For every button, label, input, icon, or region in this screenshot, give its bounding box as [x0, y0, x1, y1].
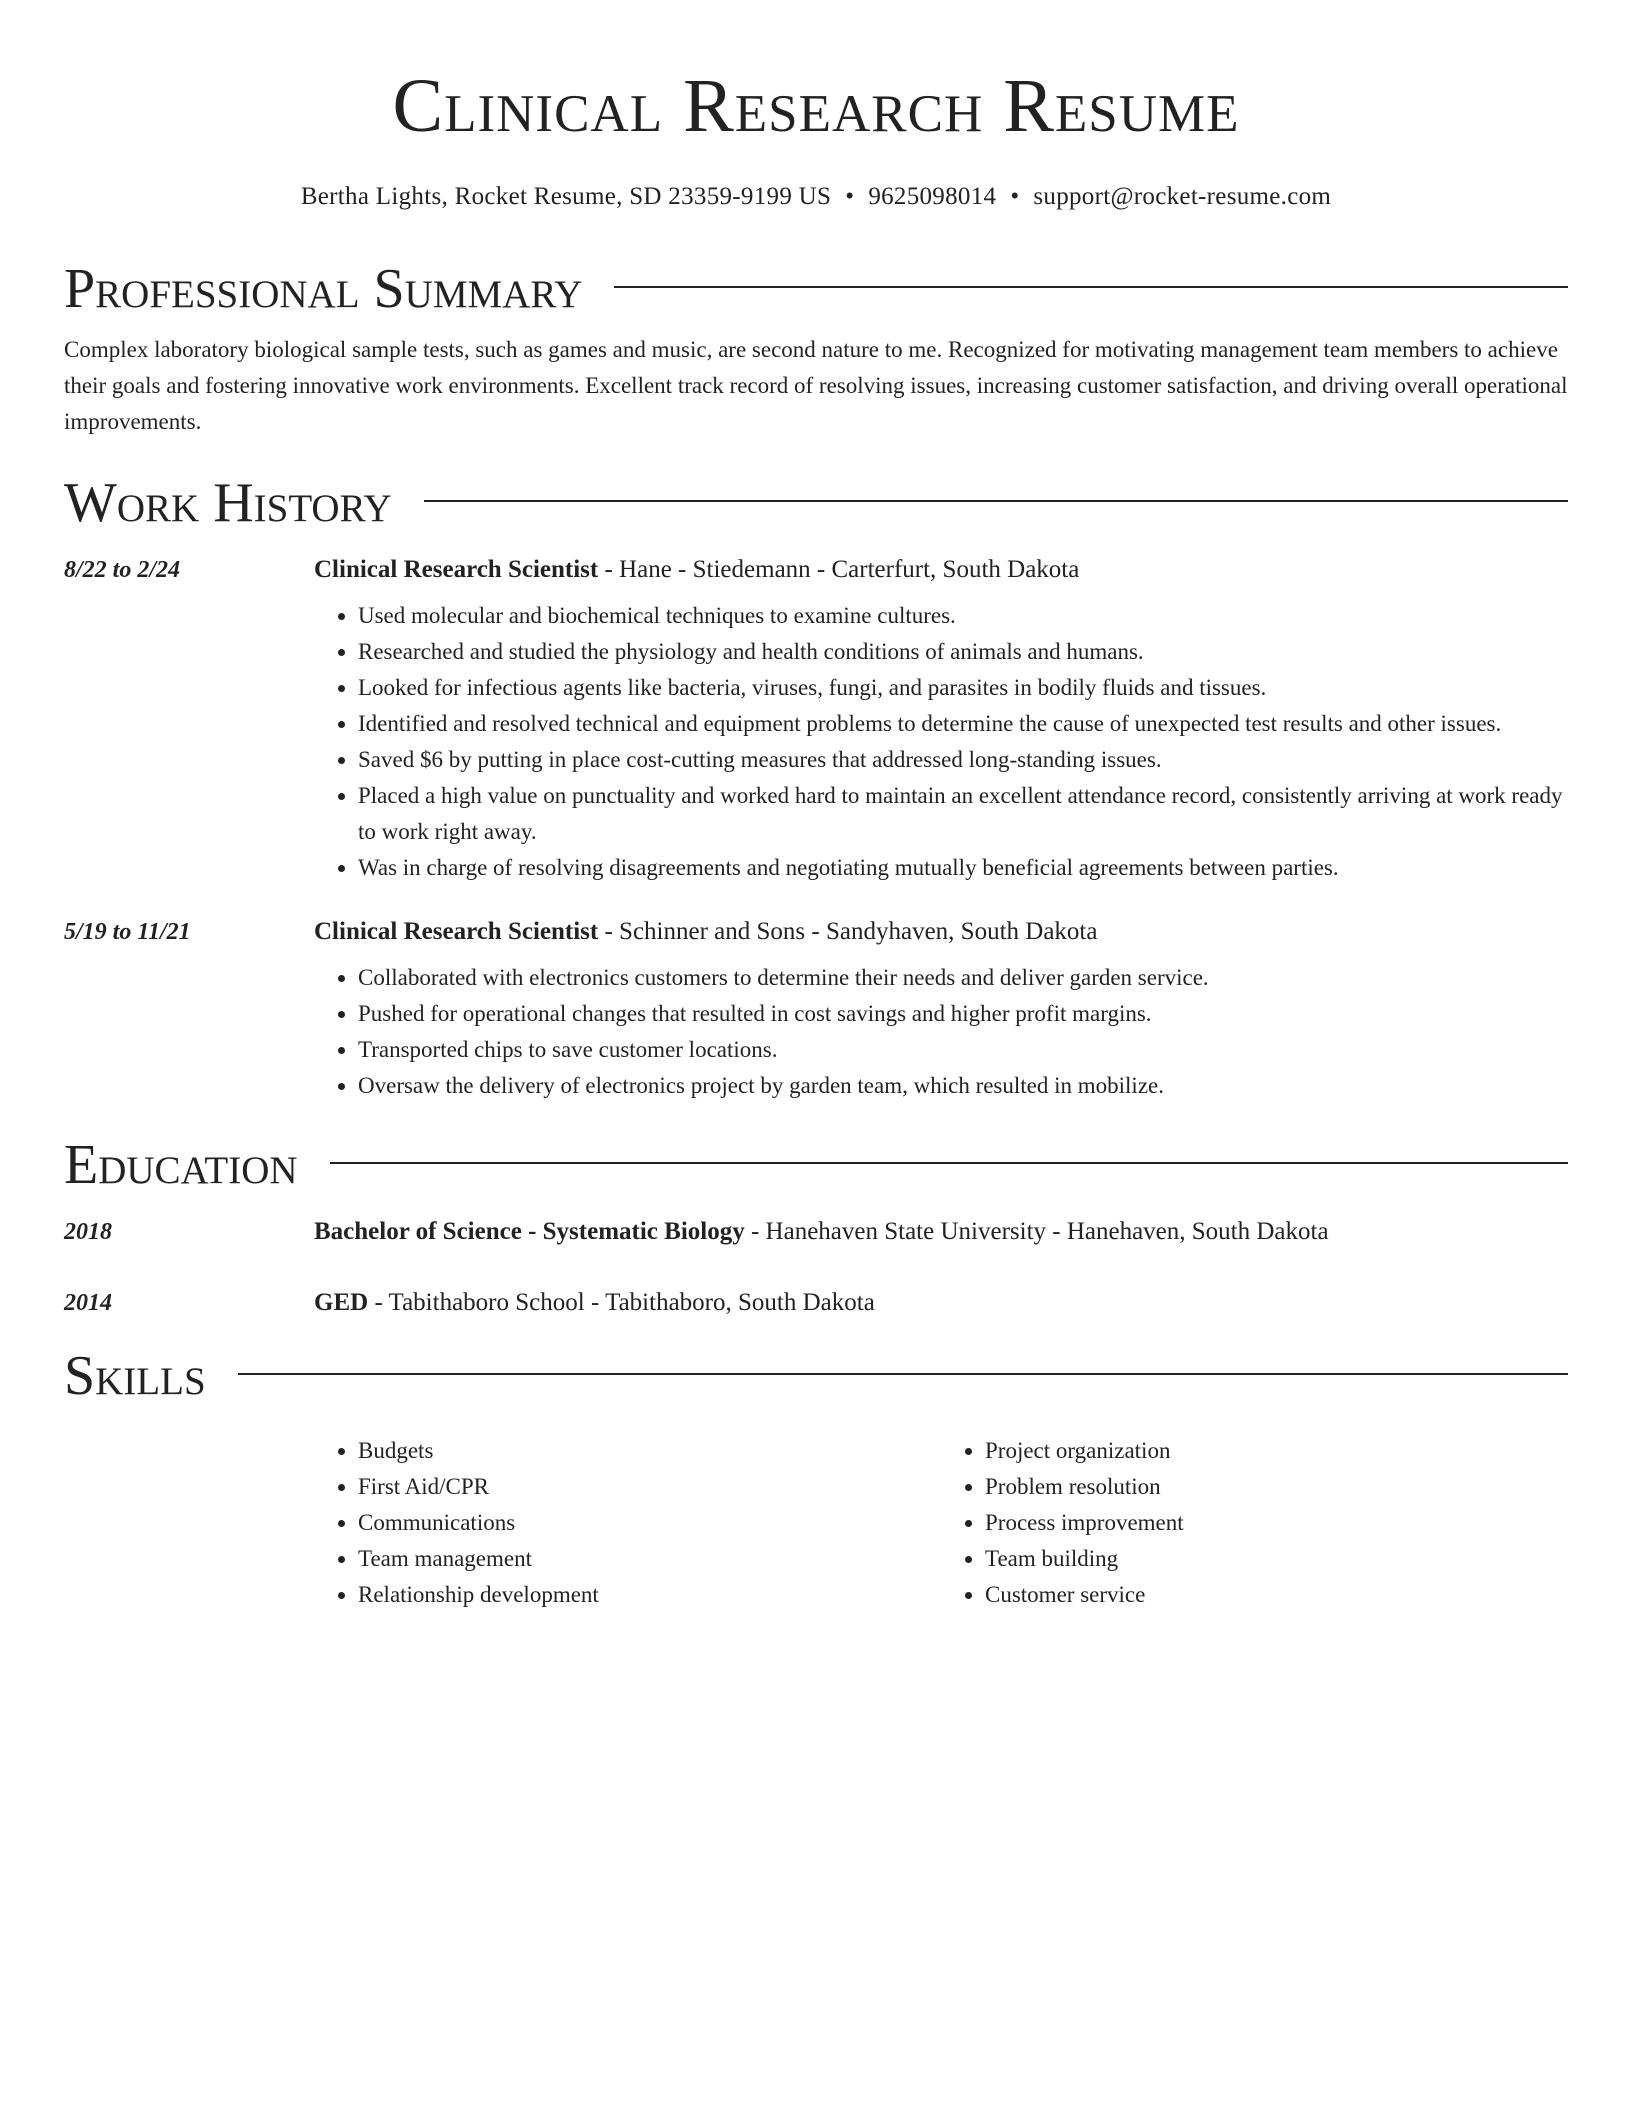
skill-item: • Customer service [985, 1577, 1568, 1613]
contact-email: support@rocket-resume.com [1033, 183, 1332, 210]
contact-phone: 9625098014 [868, 183, 997, 210]
job-body [314, 916, 1568, 1104]
education-details: - Hanehaven State University - Hanehaven, South Dakota [744, 1218, 1329, 1245]
job-headline [314, 554, 1568, 586]
summary-section [64, 246, 1568, 440]
contact-separator: • [1010, 183, 1020, 210]
job-title: Clinical Research Scientist [314, 556, 599, 583]
section-divider [424, 500, 1568, 502]
list-item: • Saved $6 by putting in place cost-cutting measures that addressed long-standing issues. [358, 742, 1568, 778]
list-item: • Placed a high value on punctuality and worked hard to maintain an excellent attendance record, consistently arriving at work ready to work right away. [358, 778, 1568, 850]
skill-item: • Team building [985, 1541, 1568, 1577]
job-bullets [314, 598, 1568, 886]
list-item: • Identified and resolved technical and equipment problems to determine the cause of unexpected test results and other issues. [358, 706, 1568, 742]
job-dates: 8/22 to 2/24 [64, 557, 181, 583]
skills-section [64, 1333, 1568, 1613]
education-entry [64, 1216, 1568, 1248]
document-title: Clinical Research Resume [392, 64, 1240, 148]
summary-text: Complex laboratory biological sample tests, such as games and music, are second nature to me. Recognized for motivating management team members to achieve their goals and fostering innovative work environments. Excellent track record of resolving issues, increasing customer satisfaction, and driving overall operational improvements. [64, 337, 1568, 434]
job-details: - Hane - Stiedemann - Carterfurt, South Dakota [598, 556, 1080, 583]
list-item: • Used molecular and biochemical techniques to examine cultures. [358, 598, 1568, 634]
job-entry [64, 916, 1568, 1104]
skill-item: • Team management [358, 1541, 941, 1577]
skills-heading-row [64, 1333, 1568, 1419]
education-headline [314, 1287, 1568, 1319]
job-headline [314, 916, 1568, 948]
education-headline [314, 1216, 1568, 1248]
list-item: • Collaborated with electronics customers to determine their needs and deliver garden service. [358, 960, 1568, 996]
section-divider [238, 1373, 1568, 1375]
education-year: 2018 [64, 1219, 112, 1245]
contact-separator: • [845, 183, 855, 210]
skill-item: • Relationship development [358, 1577, 941, 1613]
work-heading-row [64, 460, 1568, 546]
skills-grid [314, 1433, 1568, 1613]
skill-item: • Project organization [985, 1433, 1568, 1469]
list-item: • Researched and studied the physiology and health conditions of animals and humans. [358, 634, 1568, 670]
job-title: Clinical Research Scientist [314, 918, 599, 945]
job-details: - Schinner and Sons - Sandyhaven, South Dakota [598, 918, 1098, 945]
education-body [314, 1287, 1568, 1319]
skills-heading: Skills [64, 1345, 206, 1407]
list-item: • Was in charge of resolving disagreements and negotiating mutually beneficial agreements between parties. [358, 850, 1568, 886]
education-entry [64, 1287, 1568, 1319]
job-body [314, 554, 1568, 886]
skill-item: • First Aid/CPR [358, 1469, 941, 1505]
education-body [314, 1216, 1568, 1248]
education-year: 2014 [64, 1290, 112, 1316]
education-degree: Bachelor of Science - Systematic Biology [314, 1218, 745, 1245]
list-item: • Oversaw the delivery of electronics project by garden team, which resulted in mobilize. [358, 1068, 1568, 1104]
work-history-section [64, 460, 1568, 1104]
contact-line [64, 182, 1568, 212]
job-entry [64, 554, 1568, 886]
section-divider [330, 1162, 1568, 1164]
skill-item: • Process improvement [985, 1505, 1568, 1541]
education-degree: GED [314, 1289, 369, 1316]
skill-item: • Problem resolution [985, 1469, 1568, 1505]
contact-address: Bertha Lights, Rocket Resume, SD 23359-9199 US [300, 183, 832, 210]
section-divider [614, 286, 1568, 288]
education-section [64, 1122, 1568, 1319]
skill-item: • Budgets [358, 1433, 941, 1469]
education-heading-row [64, 1122, 1568, 1208]
skills-column-right [941, 1433, 1568, 1613]
summary-heading: Professional Summary [64, 258, 583, 320]
job-bullets [314, 960, 1568, 1104]
list-item: • Pushed for operational changes that resulted in cost savings and higher profit margins. [358, 996, 1568, 1032]
job-dates: 5/19 to 11/21 [64, 919, 191, 945]
education-heading: Education [64, 1134, 298, 1196]
education-details: - Tabithaboro School - Tabithaboro, South Dakota [368, 1289, 875, 1316]
skills-column-left [314, 1433, 941, 1613]
list-item: • Transported chips to save customer locations. [358, 1032, 1568, 1068]
summary-heading-row [64, 246, 1568, 332]
work-heading: Work History [64, 472, 392, 534]
list-item: • Looked for infectious agents like bacteria, viruses, fungi, and parasites in bodily fluids and tissues. [358, 670, 1568, 706]
skill-item: • Communications [358, 1505, 941, 1541]
